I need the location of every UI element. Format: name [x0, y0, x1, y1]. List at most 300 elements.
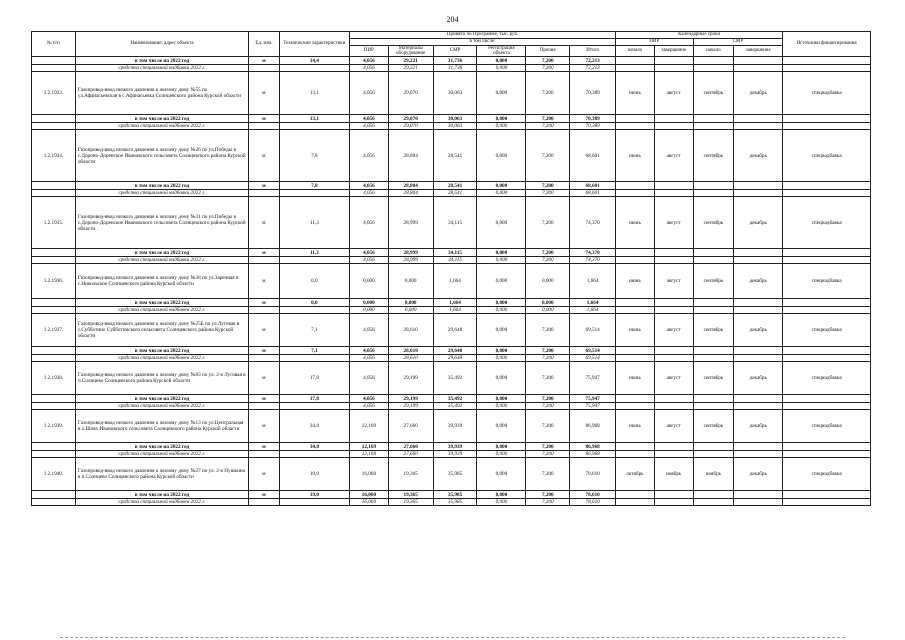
smr-end-cell: декабрь [734, 197, 783, 249]
smr-end-cell: декабрь [734, 458, 783, 491]
itogo-cell: 72,213 [570, 65, 616, 72]
itogo-cell: 78,610 [570, 491, 616, 499]
object-name-cell: Газопровод-ввод низкого давления к жилому дому №26 по ул.Победы в с.Дороно-Доренское Ивановского сельсовета Солнцевского района Курской области [75, 130, 248, 182]
pir-end-cell: август [654, 314, 693, 347]
registration-cell: 0,000 [477, 347, 526, 355]
smr-cell: 35,492 [433, 403, 477, 410]
tech-cell: 7,1 [279, 347, 349, 355]
other-cell: 7,200 [526, 491, 570, 499]
object-name-cell: Газопровод-ввод низкого давления к жилому дому №55 по ул.Афанасьевская в с.Афанасьевка Солнцевского района Курской области [75, 72, 248, 115]
registration-cell: 0,000 [477, 65, 526, 72]
header-smr-end: завершение [734, 46, 783, 57]
itogo-cell: 74,370 [570, 249, 616, 257]
pir-start-cell: июнь [616, 410, 655, 443]
smr-end-cell: декабрь [734, 264, 783, 299]
other-cell: 7,200 [526, 347, 570, 355]
pir-start-cell: июнь [616, 362, 655, 395]
tech-cell: 11,3 [279, 249, 349, 257]
pir-cell: 4,056 [350, 257, 389, 264]
page-number: 204 [446, 15, 459, 24]
sub-label: средства специальной надбавки 2022 г. [75, 190, 248, 197]
header-name: Наименование, адрес объекта [75, 32, 248, 57]
other-cell: 7,200 [526, 72, 570, 115]
source-cell: спецнадбавка [783, 362, 871, 395]
materials-cell: 29,221 [388, 57, 433, 65]
total-label: в том числе на 2022 год [75, 491, 248, 499]
unit-cell: м [249, 249, 280, 257]
other-cell: 7,200 [526, 65, 570, 72]
pir-cell: 4,056 [350, 314, 389, 347]
registration-cell: 0,000 [477, 458, 526, 491]
registration-cell: 0,000 [477, 443, 526, 451]
header-smr-start: начало [693, 46, 734, 57]
pir-end-cell: август [654, 410, 693, 443]
other-cell: 7,200 [526, 123, 570, 130]
sub-label: средства специальной надбавки 2022 г. [75, 403, 248, 410]
total-label: в том числе на 2022 год [75, 115, 248, 123]
registration-cell: 0,000 [477, 190, 526, 197]
table-row [32, 443, 871, 451]
registration-cell: 0,000 [477, 491, 526, 499]
registration-cell: 0,000 [477, 123, 526, 130]
smr-end-cell: декабрь [734, 130, 783, 182]
smr-cell: 30,063 [433, 115, 477, 123]
header-calendar: Календарные сроки [616, 32, 783, 39]
materials-cell: 28,999 [388, 249, 433, 257]
header-other: Прочие [526, 46, 570, 57]
smr-cell: 39,939 [433, 410, 477, 443]
itogo-cell: 74,370 [570, 197, 616, 249]
unit-cell: м [249, 491, 280, 499]
source-cell: спецнадбавка [783, 264, 871, 299]
pir-cell: 4,056 [350, 115, 389, 123]
pir-cell: 16,060 [350, 491, 389, 499]
smr-cell: 31,736 [433, 65, 477, 72]
object-name-cell: Газопровод-ввод низкого давления к жилому дому №31 по ул.Победы в с.Дороно-Доренское Ивановского сельсовета Солнцевского района Курской области [75, 197, 248, 249]
unit-cell: м [249, 410, 280, 443]
source-cell: спецнадбавка [783, 410, 871, 443]
materials-cell: 28,610 [388, 314, 433, 347]
other-cell: 7,200 [526, 395, 570, 403]
table-row [32, 355, 871, 362]
pir-cell: 0,000 [350, 264, 389, 299]
materials-cell: 28,804 [388, 182, 433, 190]
table-row [32, 190, 871, 197]
tech-cell: 11,3 [279, 197, 349, 249]
itogo-cell: 68,601 [570, 190, 616, 197]
object-name-cell: Газопровод-ввод низкого давления к жилому дому №83 по ул. 2-я Луговая в п.Солнцево Солнцевского района Курской области [75, 362, 248, 395]
other-cell: 7,200 [526, 257, 570, 264]
smr-cell: 28,541 [433, 190, 477, 197]
unit-cell: м [249, 395, 280, 403]
materials-cell: 28,610 [388, 347, 433, 355]
registration-cell: 0,000 [477, 451, 526, 458]
registration-cell: 0,000 [477, 264, 526, 299]
pir-cell: 4,056 [350, 403, 389, 410]
other-cell: 7,200 [526, 249, 570, 257]
table-row [32, 123, 871, 130]
registration-cell: 0,000 [477, 362, 526, 395]
tech-cell: 7,8 [279, 130, 349, 182]
itogo-cell: 78,610 [570, 458, 616, 491]
materials-cell: 28,999 [388, 197, 433, 249]
table-row [32, 264, 871, 299]
sub-label: средства специальной надбавки 2022 г. [75, 355, 248, 362]
source-cell: спецнадбавка [783, 130, 871, 182]
pir-cell: 4,056 [350, 190, 389, 197]
pir-end-cell: август [654, 197, 693, 249]
smr-cell: 35,985 [433, 499, 477, 506]
table-row [32, 197, 871, 249]
program-table [31, 31, 871, 506]
materials-cell: 29,199 [388, 395, 433, 403]
total-label: в том числе на 2022 год [75, 249, 248, 257]
other-cell: 7,200 [526, 403, 570, 410]
unit-cell: м [249, 115, 280, 123]
header-source: Источники финансирования [783, 32, 871, 57]
table-row [32, 451, 871, 458]
header-itogo: Итого [570, 46, 616, 57]
pir-start-cell: июнь [616, 264, 655, 299]
tech-cell: 7,1 [279, 314, 349, 347]
table-row [32, 307, 871, 314]
other-cell: 7,200 [526, 443, 570, 451]
header-materials: Материалы оборудование [388, 46, 433, 57]
unit-cell: м [249, 314, 280, 347]
registration-cell: 0,000 [477, 130, 526, 182]
other-cell: 7,200 [526, 499, 570, 506]
itogo-cell: 75,947 [570, 403, 616, 410]
other-cell: 7,200 [526, 314, 570, 347]
itogo-cell: 75,947 [570, 395, 616, 403]
table-row [32, 115, 871, 123]
itogo-cell: 1,664 [570, 307, 616, 314]
materials-cell: 29,221 [388, 65, 433, 72]
header-num: № п/п [32, 32, 76, 57]
num-cell: 1.2.1937. [32, 314, 76, 347]
itogo-cell: 86,968 [570, 451, 616, 458]
tech-cell: 17,8 [279, 362, 349, 395]
itogo-cell: 70,389 [570, 123, 616, 130]
unit-cell: м [249, 182, 280, 190]
tech-cell: 7,8 [279, 182, 349, 190]
itogo-cell: 69,514 [570, 355, 616, 362]
object-name-cell: Газопровод-ввод низкого давления к жилому дому №38 по ул.Заречная в с.Никольское Солнцевского района Курской области [75, 264, 248, 299]
table-row [32, 491, 871, 499]
other-cell: 7,200 [526, 197, 570, 249]
source-cell: спецнадбавка [783, 314, 871, 347]
table-row [32, 458, 871, 491]
materials-cell: 0,000 [388, 307, 433, 314]
itogo-cell: 69,514 [570, 347, 616, 355]
source-cell: спецнадбавка [783, 72, 871, 115]
pir-end-cell: август [654, 362, 693, 395]
materials-cell: 28,804 [388, 130, 433, 182]
itogo-cell: 1,664 [570, 264, 616, 299]
materials-cell: 19,365 [388, 499, 433, 506]
materials-cell: 0,000 [388, 264, 433, 299]
unit-cell: м [249, 299, 280, 307]
smr-cell: 29,648 [433, 314, 477, 347]
tech-cell: 34,8 [279, 443, 349, 451]
pir-cell: 12,169 [350, 410, 389, 443]
pir-cell: 4,056 [350, 72, 389, 115]
smr-cell: 28,541 [433, 130, 477, 182]
header-registration: Регистрация объекта [477, 46, 526, 57]
materials-cell: 29,070 [388, 123, 433, 130]
sub-label: средства специальной надбавки 2022 г. [75, 257, 248, 264]
total-label: в том числе на 2022 год [75, 182, 248, 190]
smr-start-cell: сентябрь [693, 72, 734, 115]
registration-cell: 0,000 [477, 499, 526, 506]
materials-cell: 28,804 [388, 190, 433, 197]
registration-cell: 0,000 [477, 395, 526, 403]
smr-start-cell: сентябрь [693, 264, 734, 299]
smr-cell: 1,664 [433, 307, 477, 314]
smr-cell: 34,115 [433, 249, 477, 257]
sub-label: средства специальной надбавки 2022 г. [75, 65, 248, 72]
smr-cell: 35,492 [433, 362, 477, 395]
pir-cell: 16,060 [350, 458, 389, 491]
other-cell: 7,200 [526, 362, 570, 395]
tech-cell: 14,4 [279, 57, 349, 65]
pir-start-cell: июнь [616, 130, 655, 182]
table-row [32, 72, 871, 115]
other-cell: 7,200 [526, 115, 570, 123]
materials-cell: 29,070 [388, 115, 433, 123]
materials-cell: 29,199 [388, 362, 433, 395]
smr-cell: 35,985 [433, 491, 477, 499]
header-pir: ПИР [350, 46, 389, 57]
pir-cell: 4,056 [350, 123, 389, 130]
smr-cell: 30,063 [433, 72, 477, 115]
num-cell: 1.2.1935. [32, 197, 76, 249]
itogo-cell: 1,664 [570, 299, 616, 307]
tech-cell: 17,8 [279, 395, 349, 403]
smr-start-cell: сентябрь [693, 314, 734, 347]
pir-cell: 4,056 [350, 197, 389, 249]
total-label: в том числе на 2022 год [75, 299, 248, 307]
pir-end-cell: ноябрь [654, 458, 693, 491]
itogo-cell: 74,370 [570, 257, 616, 264]
smr-start-cell: сентябрь [693, 362, 734, 395]
table-row [32, 362, 871, 395]
unit-cell: м [249, 264, 280, 299]
pir-cell: 4,056 [350, 355, 389, 362]
header-tech: Технические характеристики [279, 32, 349, 57]
table-row [32, 299, 871, 307]
smr-cell: 34,115 [433, 197, 477, 249]
pir-start-cell: июнь [616, 197, 655, 249]
pir-cell: 4,056 [350, 362, 389, 395]
total-label: в том числе на 2022 год [75, 443, 248, 451]
table-row [32, 65, 871, 72]
smr-start-cell: ноябрь [693, 458, 734, 491]
registration-cell: 0,000 [477, 307, 526, 314]
smr-cell: 35,492 [433, 395, 477, 403]
pir-end-cell: август [654, 72, 693, 115]
unit-cell: м [249, 362, 280, 395]
sub-label: средства специальной надбавки 2022 г. [75, 451, 248, 458]
smr-cell: 29,648 [433, 355, 477, 362]
itogo-cell: 86,968 [570, 410, 616, 443]
registration-cell: 0,000 [477, 314, 526, 347]
registration-cell: 0,000 [477, 410, 526, 443]
materials-cell: 27,660 [388, 443, 433, 451]
header-pir-start: начало [616, 46, 655, 57]
header-accepted: Принято по Программе, тыс. руб. [350, 32, 616, 39]
pir-cell: 4,056 [350, 130, 389, 182]
other-cell: 7,200 [526, 182, 570, 190]
header-pir-end: завершение [654, 46, 693, 57]
num-cell: 1.2.1938. [32, 362, 76, 395]
pir-start-cell: октябрь [616, 458, 655, 491]
header-cal-smr: СМР [693, 39, 783, 46]
itogo-cell: 72,213 [570, 57, 616, 65]
object-name-cell: Газопровод-ввод низкого давления к жилому дому №27 по ул. 2-я Пушкина в п.Солнцево Солнцевского района Курской области [75, 458, 248, 491]
smr-cell: 31,736 [433, 57, 477, 65]
registration-cell: 0,000 [477, 115, 526, 123]
other-cell: 7,200 [526, 410, 570, 443]
table-row [32, 410, 871, 443]
registration-cell: 0,000 [477, 249, 526, 257]
num-cell: 1.2.1934. [32, 130, 76, 182]
table-row [32, 347, 871, 355]
smr-cell: 1,664 [433, 264, 477, 299]
other-cell: 0,000 [526, 264, 570, 299]
pir-cell: 4,056 [350, 57, 389, 65]
smr-cell: 29,648 [433, 347, 477, 355]
total-label: в том числе на 2022 год [75, 347, 248, 355]
tech-cell: 13,1 [279, 115, 349, 123]
num-cell: 1.2.1933. [32, 72, 76, 115]
header-smr: СМР [433, 46, 477, 57]
registration-cell: 0,000 [477, 355, 526, 362]
unit-cell: м [249, 197, 280, 249]
tech-cell: 13,1 [279, 72, 349, 115]
table-row [32, 182, 871, 190]
pir-cell: 4,056 [350, 65, 389, 72]
other-cell: 7,200 [526, 355, 570, 362]
total-label: в том числе на 2022 год [75, 57, 248, 65]
smr-cell: 34,115 [433, 257, 477, 264]
table-row [32, 499, 871, 506]
unit-cell: м [249, 443, 280, 451]
object-name-cell: Газопровод-ввод низкого давления к жилому дому №25Б по ул.Луговая в с.Субботино Субботинского сельсовета Солнцевского района Курской области [75, 314, 248, 347]
materials-cell: 28,999 [388, 257, 433, 264]
registration-cell: 0,000 [477, 197, 526, 249]
itogo-cell: 68,601 [570, 130, 616, 182]
unit-cell: м [249, 130, 280, 182]
source-cell: спецнадбавка [783, 458, 871, 491]
table-body [32, 57, 871, 506]
materials-cell: 27,660 [388, 410, 433, 443]
pir-end-cell: август [654, 264, 693, 299]
materials-cell: 19,365 [388, 458, 433, 491]
num-cell: 1.2.1940. [32, 458, 76, 491]
tech-cell: 19,0 [279, 458, 349, 491]
pir-cell: 4,056 [350, 182, 389, 190]
other-cell: 7,200 [526, 190, 570, 197]
itogo-cell: 75,947 [570, 362, 616, 395]
unit-cell: м [249, 458, 280, 491]
sub-label: средства специальной надбавки 2022 г. [75, 123, 248, 130]
header-unit: Ед. изм. [249, 32, 280, 57]
itogo-cell: 70,389 [570, 72, 616, 115]
pir-cell: 16,060 [350, 499, 389, 506]
pir-cell: 4,056 [350, 395, 389, 403]
table-row [32, 257, 871, 264]
table-row [32, 395, 871, 403]
sub-label: средства специальной надбавки 2022 г. [75, 499, 248, 506]
other-cell: 7,200 [526, 451, 570, 458]
pir-end-cell: август [654, 130, 693, 182]
other-cell: 0,000 [526, 307, 570, 314]
registration-cell: 0,000 [477, 182, 526, 190]
itogo-cell: 86,968 [570, 443, 616, 451]
header-row-1 [32, 32, 871, 39]
itogo-cell: 68,601 [570, 182, 616, 190]
pir-start-cell: июнь [616, 314, 655, 347]
smr-cell: 39,939 [433, 443, 477, 451]
table-row [32, 314, 871, 347]
unit-cell: м [249, 57, 280, 65]
smr-end-cell: декабрь [734, 72, 783, 115]
total-label: в том числе на 2022 год [75, 395, 248, 403]
unit-cell: м [249, 347, 280, 355]
materials-cell: 19,365 [388, 491, 433, 499]
table-row [32, 249, 871, 257]
other-cell: 7,200 [526, 458, 570, 491]
registration-cell: 0,000 [477, 72, 526, 115]
itogo-cell: 69,514 [570, 314, 616, 347]
unit-cell: м [249, 72, 280, 115]
tech-cell: 34,8 [279, 410, 349, 443]
smr-start-cell: сентябрь [693, 130, 734, 182]
materials-cell: 29,070 [388, 72, 433, 115]
smr-cell: 30,063 [433, 123, 477, 130]
num-cell: 1.2.1939. [32, 410, 76, 443]
table-row [32, 130, 871, 182]
table-row [32, 57, 871, 65]
materials-cell: 27,660 [388, 451, 433, 458]
table-row [32, 403, 871, 410]
itogo-cell: 70,389 [570, 115, 616, 123]
pir-start-cell: июнь [616, 72, 655, 115]
smr-cell: 39,939 [433, 451, 477, 458]
materials-cell: 0,000 [388, 299, 433, 307]
other-cell: 7,200 [526, 57, 570, 65]
smr-start-cell: сентябрь [693, 410, 734, 443]
smr-cell: 28,541 [433, 182, 477, 190]
pir-cell: 0,000 [350, 307, 389, 314]
sub-label: средства специальной надбавки 2022 г. [75, 307, 248, 314]
source-cell: спецнадбавка [783, 197, 871, 249]
pir-cell: 4,056 [350, 249, 389, 257]
materials-cell: 28,610 [388, 355, 433, 362]
materials-cell: 29,199 [388, 403, 433, 410]
pir-cell: 12,169 [350, 451, 389, 458]
smr-end-cell: декабрь [734, 362, 783, 395]
smr-start-cell: сентябрь [693, 197, 734, 249]
smr-end-cell: декабрь [734, 314, 783, 347]
registration-cell: 0,000 [477, 57, 526, 65]
smr-cell: 35,985 [433, 458, 477, 491]
header-cal-pir: ПИР [616, 39, 693, 46]
smr-cell: 1,664 [433, 299, 477, 307]
tech-cell: 0,0 [279, 299, 349, 307]
pir-cell: 12,169 [350, 443, 389, 451]
